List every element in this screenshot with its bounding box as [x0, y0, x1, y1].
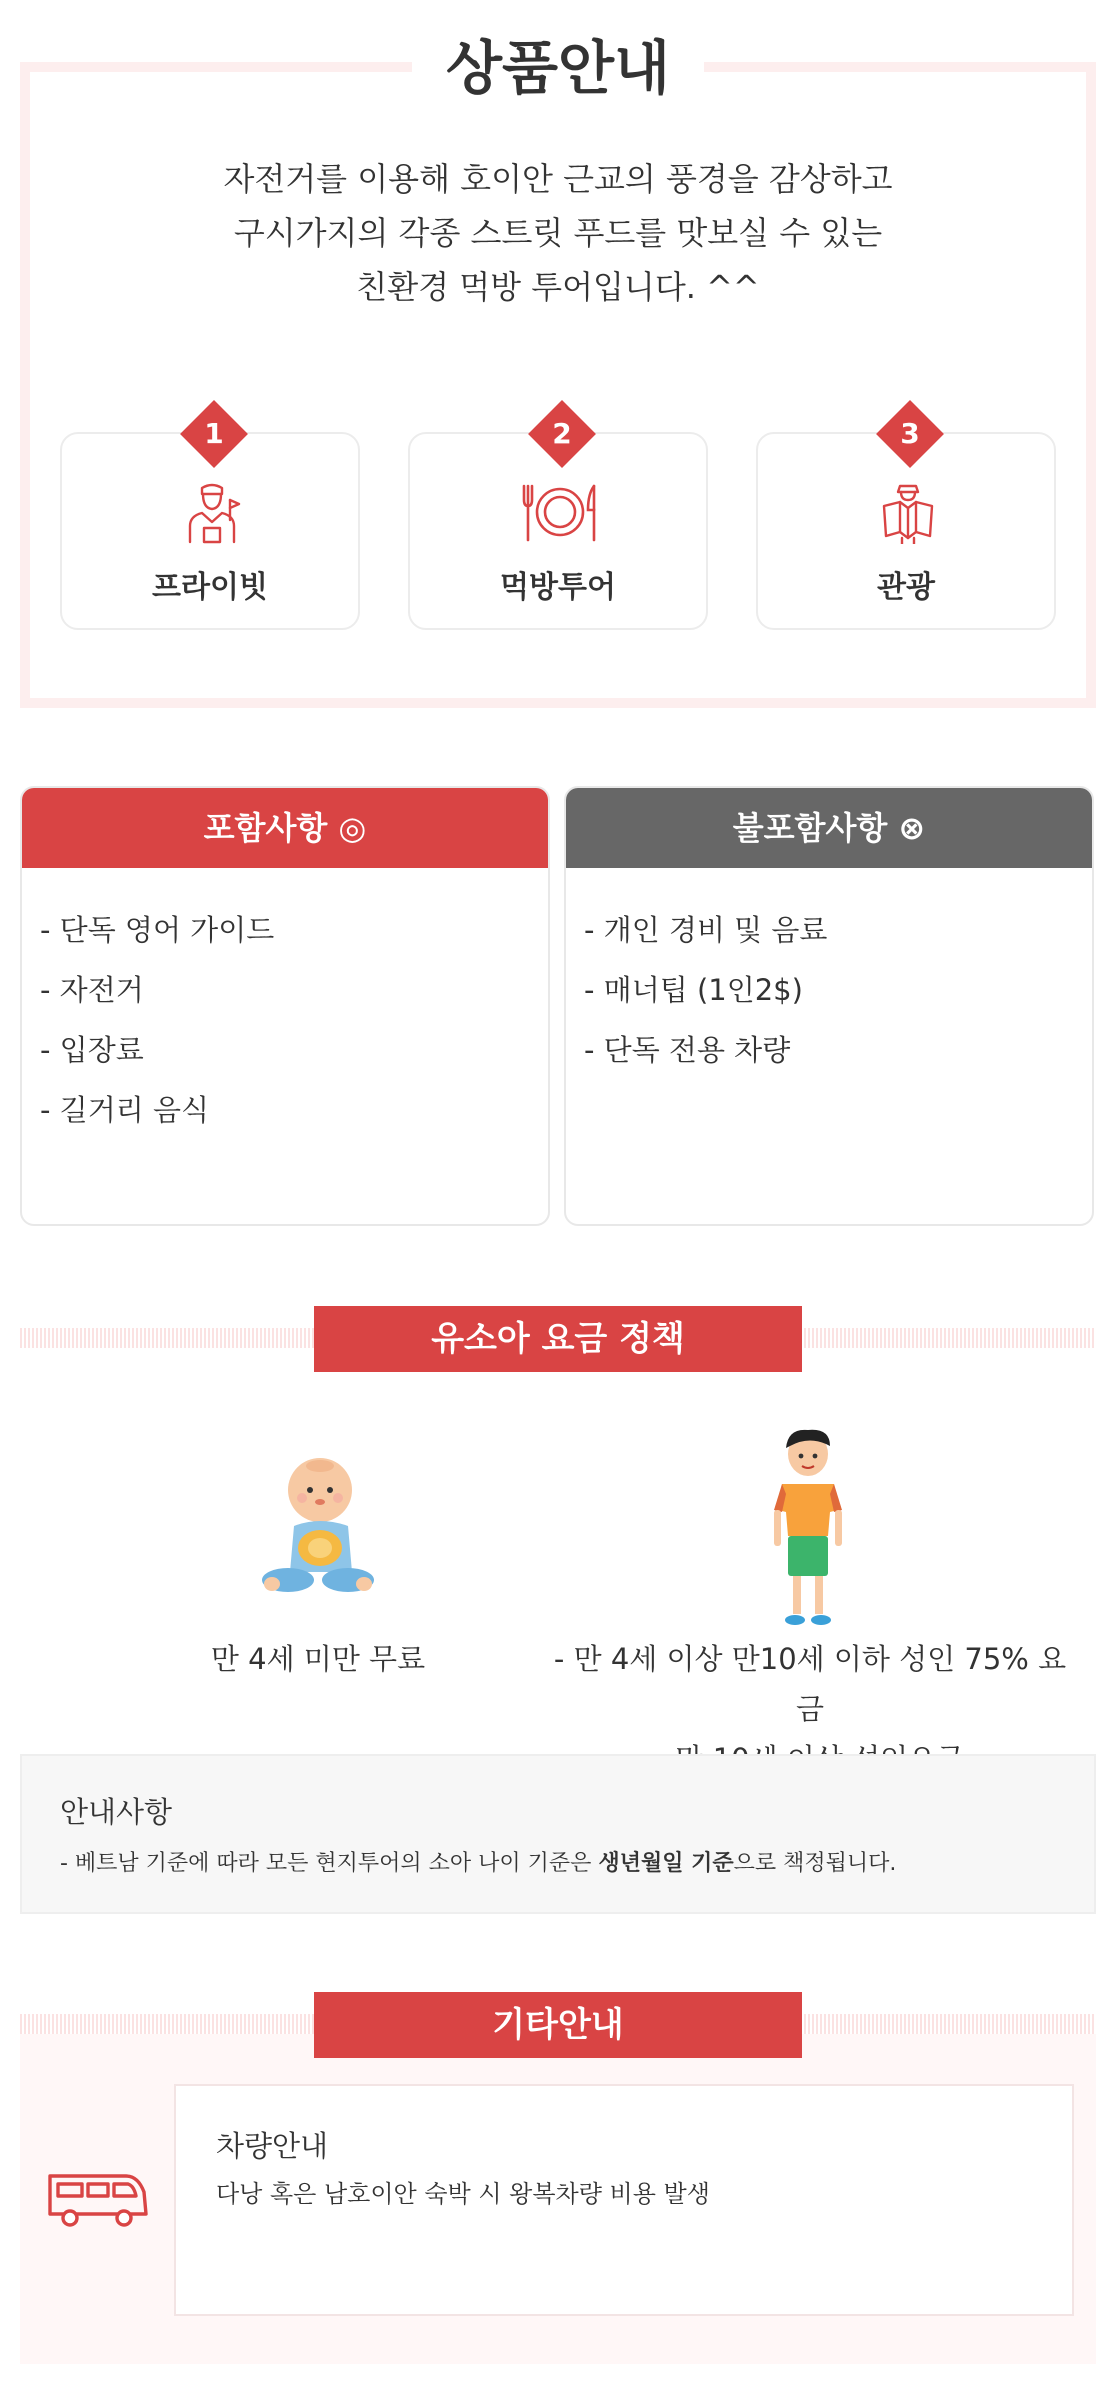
feature-number: 3: [900, 417, 920, 450]
list-item: - 길거리 음식: [40, 1093, 209, 1127]
private-guide-icon: [182, 480, 242, 544]
list-item: - 매너팁 (1인2$): [584, 973, 803, 1007]
vehicle-info-title: 차량안내: [216, 2129, 329, 2163]
feature-number: 1: [204, 417, 224, 450]
feature-label: 관광: [877, 570, 935, 605]
intro-desc-line: 친환경 먹방 투어입니다. ^^: [356, 268, 760, 306]
section-title-product: 상품안내: [412, 26, 704, 110]
included-title: 포함사항 ◎: [22, 788, 548, 868]
notice-box: [20, 1754, 1096, 1914]
intro-desc-line: 자전거를 이용해 호이안 근교의 풍경을 감상하고: [223, 160, 893, 198]
notice-emphasis: 생년월일 기준: [598, 1851, 734, 1876]
tourist-map-icon: [878, 480, 938, 544]
vehicle-info-card: [174, 2084, 1074, 2316]
baby-illustration: [262, 1452, 374, 1602]
excluded-box: [564, 786, 1094, 1226]
intro-description: [0, 152, 1116, 314]
section-title-other: 기타안내: [314, 1992, 802, 2058]
included-box: [20, 786, 550, 1226]
intro-title-wrap: [0, 26, 1116, 110]
list-item: - 입장료: [40, 1033, 144, 1067]
feature-card-food: [408, 417, 708, 630]
feature-number-badge: [180, 400, 244, 464]
feature-number-badge: [876, 400, 940, 464]
list-item: - 자전거: [40, 973, 144, 1007]
infant-fee-text: [168, 1634, 468, 1684]
child-fee-line: - 만 4세 이상 만10세 이하 성인 75% 요금: [553, 1642, 1067, 1726]
notice-title: 안내사항: [60, 1795, 173, 1829]
list-item: - 단독 영어 가이드: [40, 913, 275, 947]
vehicle-info-text: 다낭 혹은 남호이안 숙박 시 왕복차량 비용 발생: [216, 2180, 710, 2208]
plate-cutlery-icon: [518, 480, 602, 544]
feature-card-sightseeing: [756, 417, 1056, 630]
feature-card-private: [60, 417, 360, 630]
feature-number: 2: [552, 417, 572, 450]
notice-text: - 베트남 기준에 따라 모든 현지투어의 소아 나이 기준은: [60, 1851, 599, 1876]
feature-number-badge: [528, 400, 592, 464]
excluded-list: [566, 868, 1092, 1080]
child-illustration: [768, 1424, 848, 1630]
included-list: [22, 868, 548, 1140]
notice-body: [60, 1846, 896, 1877]
list-item: - 단독 전용 차량: [584, 1033, 791, 1067]
notice-text: 으로 책정됩니다.: [733, 1851, 897, 1876]
bus-icon: [46, 2170, 150, 2230]
excluded-title: 불포함사항 ⊗: [566, 788, 1092, 868]
feature-label: 먹방투어: [500, 570, 616, 605]
intro-desc-line: 구시가지의 각종 스트릿 푸드를 맛보실 수 있는: [233, 214, 883, 252]
feature-label: 프라이빗: [152, 570, 268, 605]
section-title-child-policy: 유소아 요금 정책: [314, 1306, 802, 1372]
infant-fee-line: 만 4세 미만 무료: [210, 1642, 426, 1676]
list-item: - 개인 경비 및 음료: [584, 913, 828, 947]
